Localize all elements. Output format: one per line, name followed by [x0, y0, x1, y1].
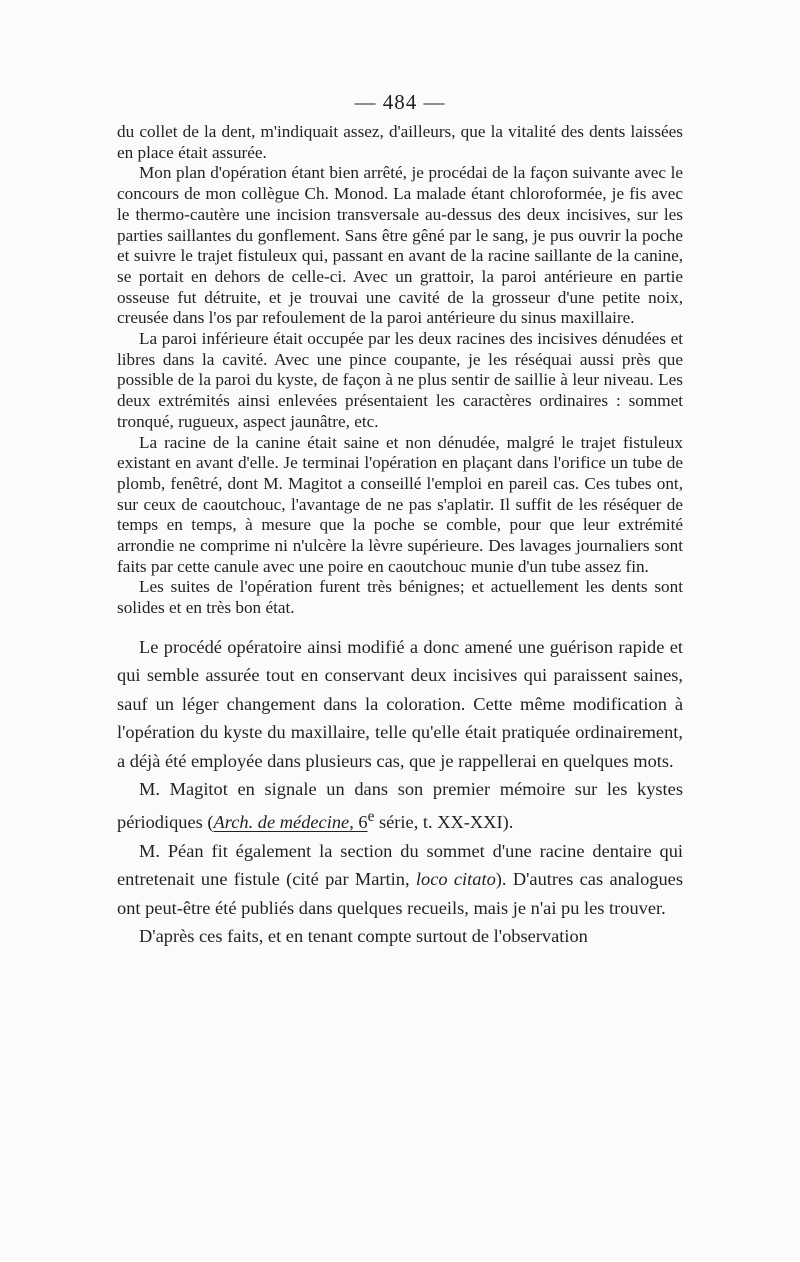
paragraph: [117, 633, 683, 775]
page-number: — 484 —: [354, 90, 446, 114]
small-print-section: [117, 122, 683, 619]
superscript: e: [367, 808, 375, 826]
paragraph: [117, 922, 683, 950]
text-run: , 6: [349, 812, 368, 833]
paragraph: [117, 775, 683, 837]
text-run: M. Magitot en signale un dans son premier mémoire sur les kystes périodiques (: [117, 778, 683, 833]
text-run: série, t. XX-XXI).: [374, 812, 514, 833]
text-run: Le procédé opératoire ainsi modifié a donc amené une guérison rapide et qui semble assurée tout en conservant deux incisives qui paraissent saines, sauf un léger changement dans la coloration. Cette même modification à l'opération du kyste du maxillaire, telle qu'elle était pratiquée ordinairement, a déjà été employée dans plusieurs cas, que je rappellerai en quelques mots.: [117, 636, 683, 771]
citation-ref: loco citato: [415, 869, 496, 890]
body-text-section: [117, 633, 683, 951]
paragraph: [117, 837, 683, 922]
citation-title: Arch. de médecine: [213, 812, 350, 833]
page-body: [117, 122, 683, 950]
paragraph: La paroi inférieure était occupée par les deux racines des incisives dénudées et libres dans la cavité. Avec une pince coupante, je les réséquai aussi près que possible de la paroi du kyste, de façon à ne plus sentir de saillie à leur niveau. Les deux extrémités ainsi enlevées présentaient les caractères ordinaires : sommet tronqué, rugueux, aspect jaunâtre, etc.: [117, 329, 683, 431]
paragraph: Les suites de l'opération furent très bénignes; et actuellement les dents sont solides et en très bon état.: [117, 577, 683, 618]
text-run: D'après ces faits, et en tenant compte surtout de l'observation: [139, 926, 588, 947]
paragraph: Mon plan d'opération étant bien arrêté, je procédai de la façon suivante avec le concours de mon collègue Ch. Monod. La malade étant chloroformée, je fis avec le thermo-cautère une incision transversale au-dessus des deux incisives, sur les parties saillantes du gonflement. Sans être gêné par le sang, je pus ouvrir la poche et suivre le trajet fistuleux qui, passant en avant de la racine saillante de la canine, se portait en dehors de celle-ci. Avec un grattoir, la paroi antérieure en partie osseuse fut détruite, et je trouvai une cavité de la grosseur d'une petite noix, creusée dans l'os par refoulement de la paroi antérieure du sinus maxillaire.: [117, 163, 683, 328]
text-run: M. Péan fit également la section du sommet d'une racine dentaire qui entretenait une fistule (cité par Martin,: [117, 840, 683, 890]
paragraph: du collet de la dent, m'indiquait assez, d'ailleurs, que la vitalité des dents laissées en place était assurée.: [117, 122, 683, 162]
text-run: ). D'autres cas analogues ont peut-être été publiés dans quelques recueils, mais je n'ai pu les trouver.: [117, 869, 683, 918]
paragraph: La racine de la canine était saine et non dénudée, malgré le trajet fistuleux existant en avant d'elle. Je terminai l'opération en plaçant dans l'orifice un tube de plomb, fenêtré, dont M. Magitot a conseillé l'emploi en pareil cas. Ces tubes ont, sur ceux de caoutchouc, l'avantage de ne pas s'aplatir. Il suffit de les réséquer de temps en temps, à mesure que la poche se comble, pour que leur extrémité arrondie ne comprime ni n'ulcère la lèvre supérieure. Des lavages journaliers sont faits par cette canule avec une poire en caoutchouc munie d'un tube assez fin.: [117, 432, 683, 576]
